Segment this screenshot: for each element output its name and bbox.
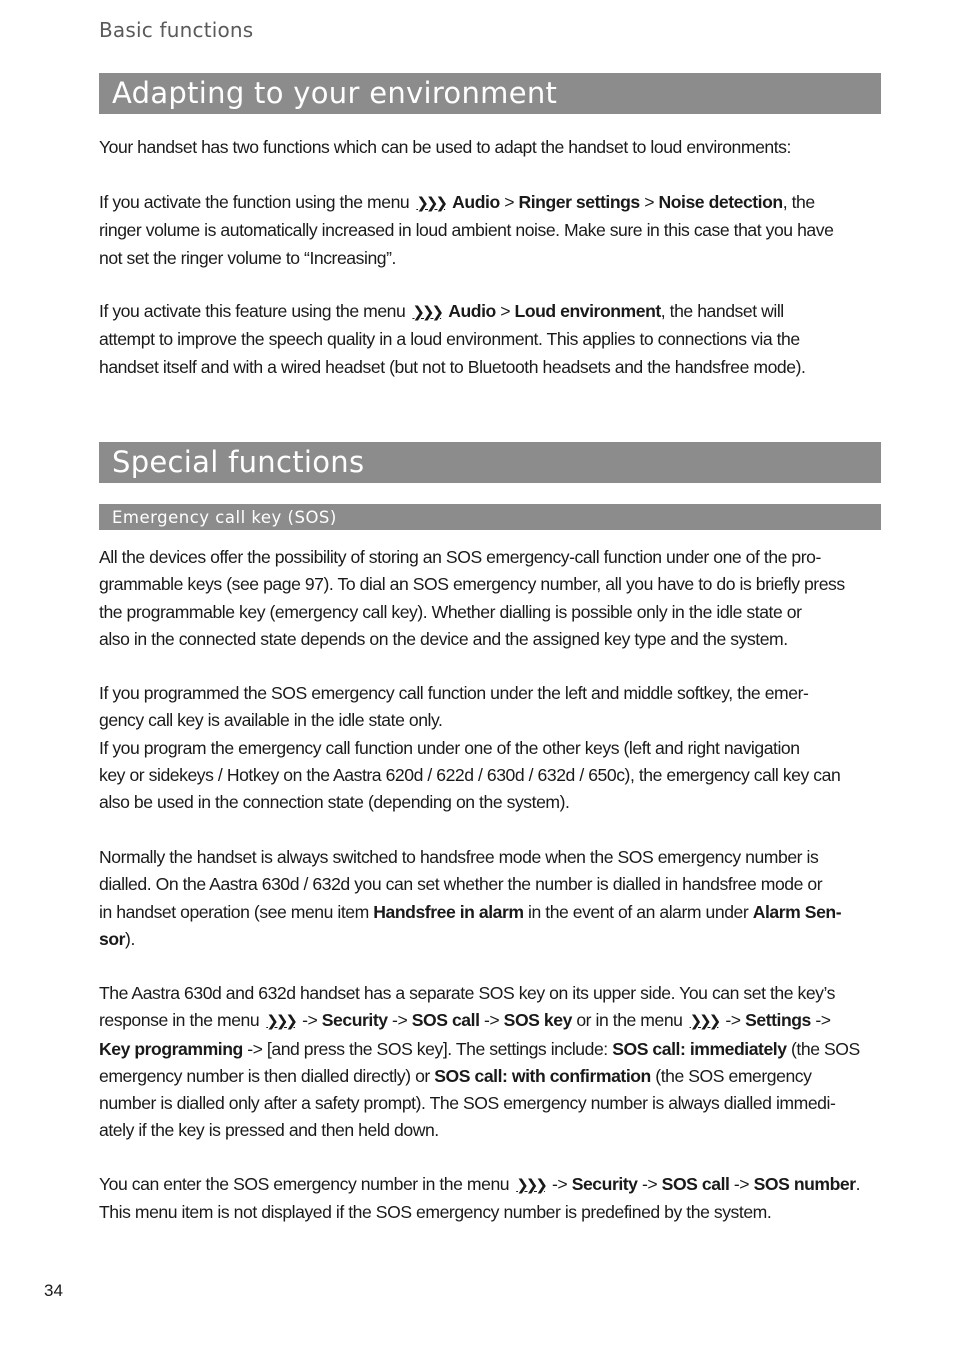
paragraph-softkey (99, 680, 889, 816)
subsection-heading-sos: Emergency call key (SOS) (99, 504, 881, 530)
text-line: the programmable key (emergency call key). Whether dialling is possible only in the idle state or (99, 601, 802, 622)
text-line: ately if the key is pressed and then held down. (99, 1120, 439, 1141)
section-heading-special: Special functions (99, 442, 881, 483)
text-line: also in the connected state depends on the device and the assigned key type and the system. (99, 628, 788, 649)
paragraph-sos-intro (99, 544, 889, 653)
text-line: handset itself and with a wired headset (but not to Bluetooth headsets and the handsfree mode). (99, 356, 806, 377)
running-head: Basic functions (99, 18, 254, 42)
text-line: If you activate this feature using the menu ❯❯❯ Audio > Loud environment, the handset will (99, 298, 889, 326)
text-line: key or sidekeys / Hotkey on the Aastra 620d / 622d / 630d / 632d / 650c), the emergency call key can (99, 764, 841, 785)
menu-key-icon: ❯❯❯ (416, 194, 446, 212)
text-line: If you programmed the SOS emergency call function under the left and middle softkey, the emer- (99, 683, 809, 703)
text-line: gency call key is available in the idle state only. (99, 710, 443, 731)
text-line: not set the ringer volume to “Increasing”. (99, 247, 396, 268)
text-line: All the devices offer the possibility of storing an SOS emergency-call function under one of the pro- (99, 547, 821, 567)
text-line: Your handset has two functions which can be used to adapt the handset to loud environments: (99, 137, 791, 157)
paragraph-noise-detection (99, 189, 889, 272)
text-line: emergency number is then dialled directly) or SOS call: with confirmation (the SOS emergency (99, 1065, 812, 1086)
menu-key-icon: ❯❯❯ (412, 303, 442, 321)
page-number: 34 (44, 1281, 63, 1300)
text-line: This menu item is not displayed if the SOS emergency number is predefined by the system. (99, 1202, 772, 1223)
text-line: in handset operation (see menu item Handsfree in alarm in the event of an alarm under Alarm Sen- (99, 901, 842, 922)
paragraph-handsfree (99, 844, 889, 953)
paragraph-sos-key (99, 980, 889, 1145)
text-line: If you activate the function using the menu ❯❯❯ Audio > Ringer settings > Noise detection, the (99, 189, 889, 217)
text-line: dialled. On the Aastra 630d / 632d you can set whether the number is dialled in handsfree mode or (99, 874, 823, 895)
section-heading-adapting: Adapting to your environment (99, 73, 881, 114)
text-line: The Aastra 630d and 632d handset has a separate SOS key on its upper side. You can set the key’s (99, 983, 836, 1003)
paragraph-sos-number (99, 1171, 889, 1227)
text-line: sor). (99, 928, 135, 949)
text-line: number is dialled only after a safety prompt). The SOS emergency number is always dialled immedi- (99, 1093, 836, 1114)
text-line: attempt to improve the speech quality in a loud environment. This applies to connections via the (99, 329, 800, 350)
text-line: You can enter the SOS emergency number in the menu ❯❯❯ -> Security -> SOS call -> SOS number. (99, 1171, 889, 1199)
text-line: Normally the handset is always switched to handsfree mode when the SOS emergency number is (99, 847, 819, 867)
paragraph-adapting-intro (99, 134, 889, 161)
text-line: grammable keys (see page 97). To dial an SOS emergency number, all you have to do is briefly press (99, 574, 845, 595)
text-line: If you program the emergency call function under one of the other keys (left and right navigation (99, 737, 800, 758)
paragraph-loud-environment (99, 298, 889, 381)
menu-key-icon: ❯❯❯ (266, 1012, 295, 1031)
text-line: also be used in the connection state (depending on the system). (99, 792, 570, 813)
menu-key-icon: ❯❯❯ (689, 1012, 719, 1031)
text-line: ringer volume is automatically increased in loud ambient noise. Make sure in this case that you have (99, 220, 834, 241)
text-line: Key programming -> [and press the SOS key]. The settings include: SOS call: immediately (the SOS (99, 1038, 860, 1059)
text-line: response in the menu ❯❯❯ -> Security -> SOS call -> SOS key or in the menu ❯❯❯ -> Settings -> (99, 1007, 889, 1035)
menu-key-icon: ❯❯❯ (516, 1176, 545, 1194)
